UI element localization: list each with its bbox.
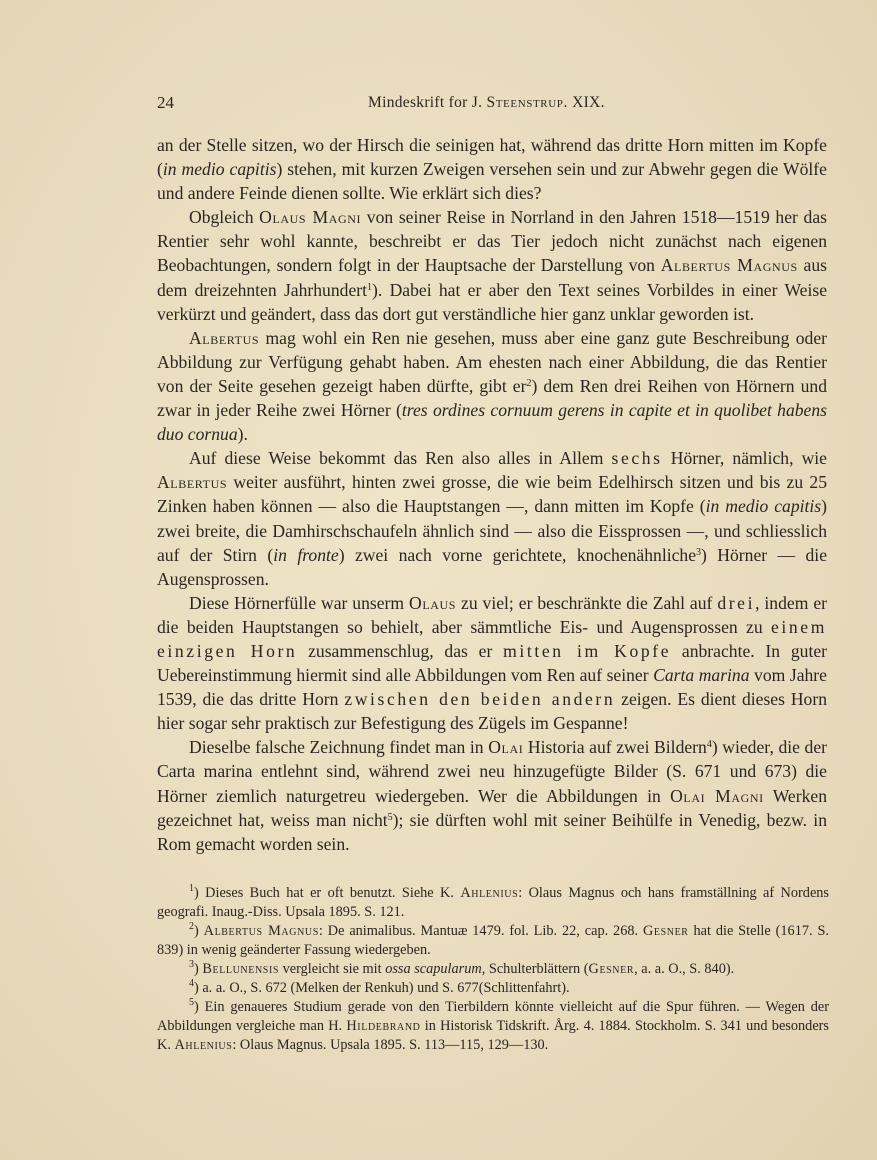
footnote-ref: 4 [706,739,712,751]
footnote-ref: 1 [367,281,373,293]
body-text [157,133,827,856]
footnote: $^4$) a. a. O., S. 672 (Melken der Renkuh) und S. 677(Schlittenfahrt). [189,978,570,996]
running-header [157,93,837,115]
paragraph: an der Stelle sitzen, wo der Hirsch die seinigen hat, während das dritte Horn mitten im Kopfe (in medio capitis) stehen, mit kurzen Zweigen versehen sein und zur Abwehr gegen die Wölfe und andere Feinde dienen sollte. Wie erklärt sich dies? [157,135,827,204]
running-title: Mindeskrift for J. Steenstrup. XIX. [368,94,605,111]
footnotes [157,884,829,1055]
footnote: $^3$) Bellunensis vergleicht sie mit ossa scapularum, Schulterblättern (Gesner, a. a. O., S. 840). [189,959,735,977]
paragraph: Auf diese Weise bekommt das Ren also alles in Allem sechs Hörner, nämlich, wie Albertus weiter ausführt, hinten zwei grosse, die wie beim Edelhirsch sitzen und bis zu 25 Zinken haben können — also die Hauptstangen —, dann mitten im Kopfe (in medio capitis) zwei breite, die Damhirschschaufeln ähnlich sind — also die Eissprossen —, und schliesslich auf der Stirn (in fronte) zwei nach vorne gerichtete, knochenähnliche$^3$) Hörner — die Augensprossen. [157,448,828,589]
footnote-ref: 2 [526,377,532,389]
footnote: $^2$) Albertus Magnus: De animalibus. Mantuæ 1479. fol. Lib. 22, cap. 268. Gesner hat die Stelle (1617. S. 839) in wenig geänderter Fassung wiedergeben. [157,921,829,958]
footnote: $^1$) Dieses Buch hat er oft benutzt. Siehe K. Ahlenius: Olaus Magnus och hans framställning af Nordens geografi. Inaug.-Diss. Upsala 1895. S. 121. [157,883,829,920]
paragraph: Diese Hörnerfülle war unserm Olaus zu viel; er beschränkte die Zahl auf drei, indem er die beiden Hauptstangen so behielt, aber sämmtliche Eis- und Augensprossen zu einem einzigen Horn zusammenschlug, das er mitten im Kopfe anbrachte. In guter Uebereinstimmung hiermit sind alle Abbildungen vom Ren auf seiner Carta marina vom Jahre 1539, die das dritte Horn zwischen den beiden andern zeigen. Es dient dieses Horn hier sogar sehr praktisch zur Befestigung des Zügels im Gespanne! [157,592,827,734]
paragraph: Dieselbe falsche Zeichnung findet man in Olai Historia auf zwei Bildern$^4$) wieder, die der Carta marina entlehnt sind, während zwei neu hinzugefügte Bilder (S. 671 und 673) die Hörner ziemlich naturgetreu wiedergeben. Wer die Abbildungen in Olai Magni Werken gezeichnet hat, weiss man nicht$^5$); sie dürften wohl mit seiner Beihülfe in Venedig, bezw. in Rom gemacht worden sein. [157,737,827,854]
page-number: 24 [157,93,174,112]
footnote: $^5$) Ein genaueres Studium gerade von den Tierbildern könnte vielleicht auf die Spur führen. — Wegen der Abbildungen vergleiche man H. Hildebrand in Historisk Tidskrift. Årg. 4. 1884. Stockholm. S. 341 und besonders K. Ahlenius: Olaus Magnus. Upsala 1895. S. 113—115, 129—130. [157,997,829,1053]
paragraph: Obgleich Olaus Magni von seiner Reise in Norrland in den Jahren 1518—1519 her das Rentier sehr wohl kannte, beschreibt er das Tier jedoch nicht zunächst nach eigenen Beobachtungen, sondern folgt in der Hauptsache der Darstellung von Albertus Magnus aus dem dreizehnten Jahrhundert$^1$). Dabei hat er aber den Text seines Vorbildes in einer Weise verkürzt und geändert, dass das dort gut verständliche hier ganz unklar geworden ist. [157,207,828,324]
paragraph: Albertus mag wohl ein Ren nie gesehen, muss aber eine ganz gute Beschreibung oder Abbildung zur Verfügung gehabt haben. Am ehesten nach einer Abbildung, die das Rentier von der Seite gesehen gezeigt haben dürfte, gibt $er^2$) dem Ren drei Reihen von Hörnern und zwar in jeder Reihe zwei Hörner (tres ordines cornuum gerens in capite et in quolibet habens duo cornua). [157,327,827,445]
footnote-ref: 5 [387,811,393,823]
footnote-ref: 3 [696,546,702,558]
